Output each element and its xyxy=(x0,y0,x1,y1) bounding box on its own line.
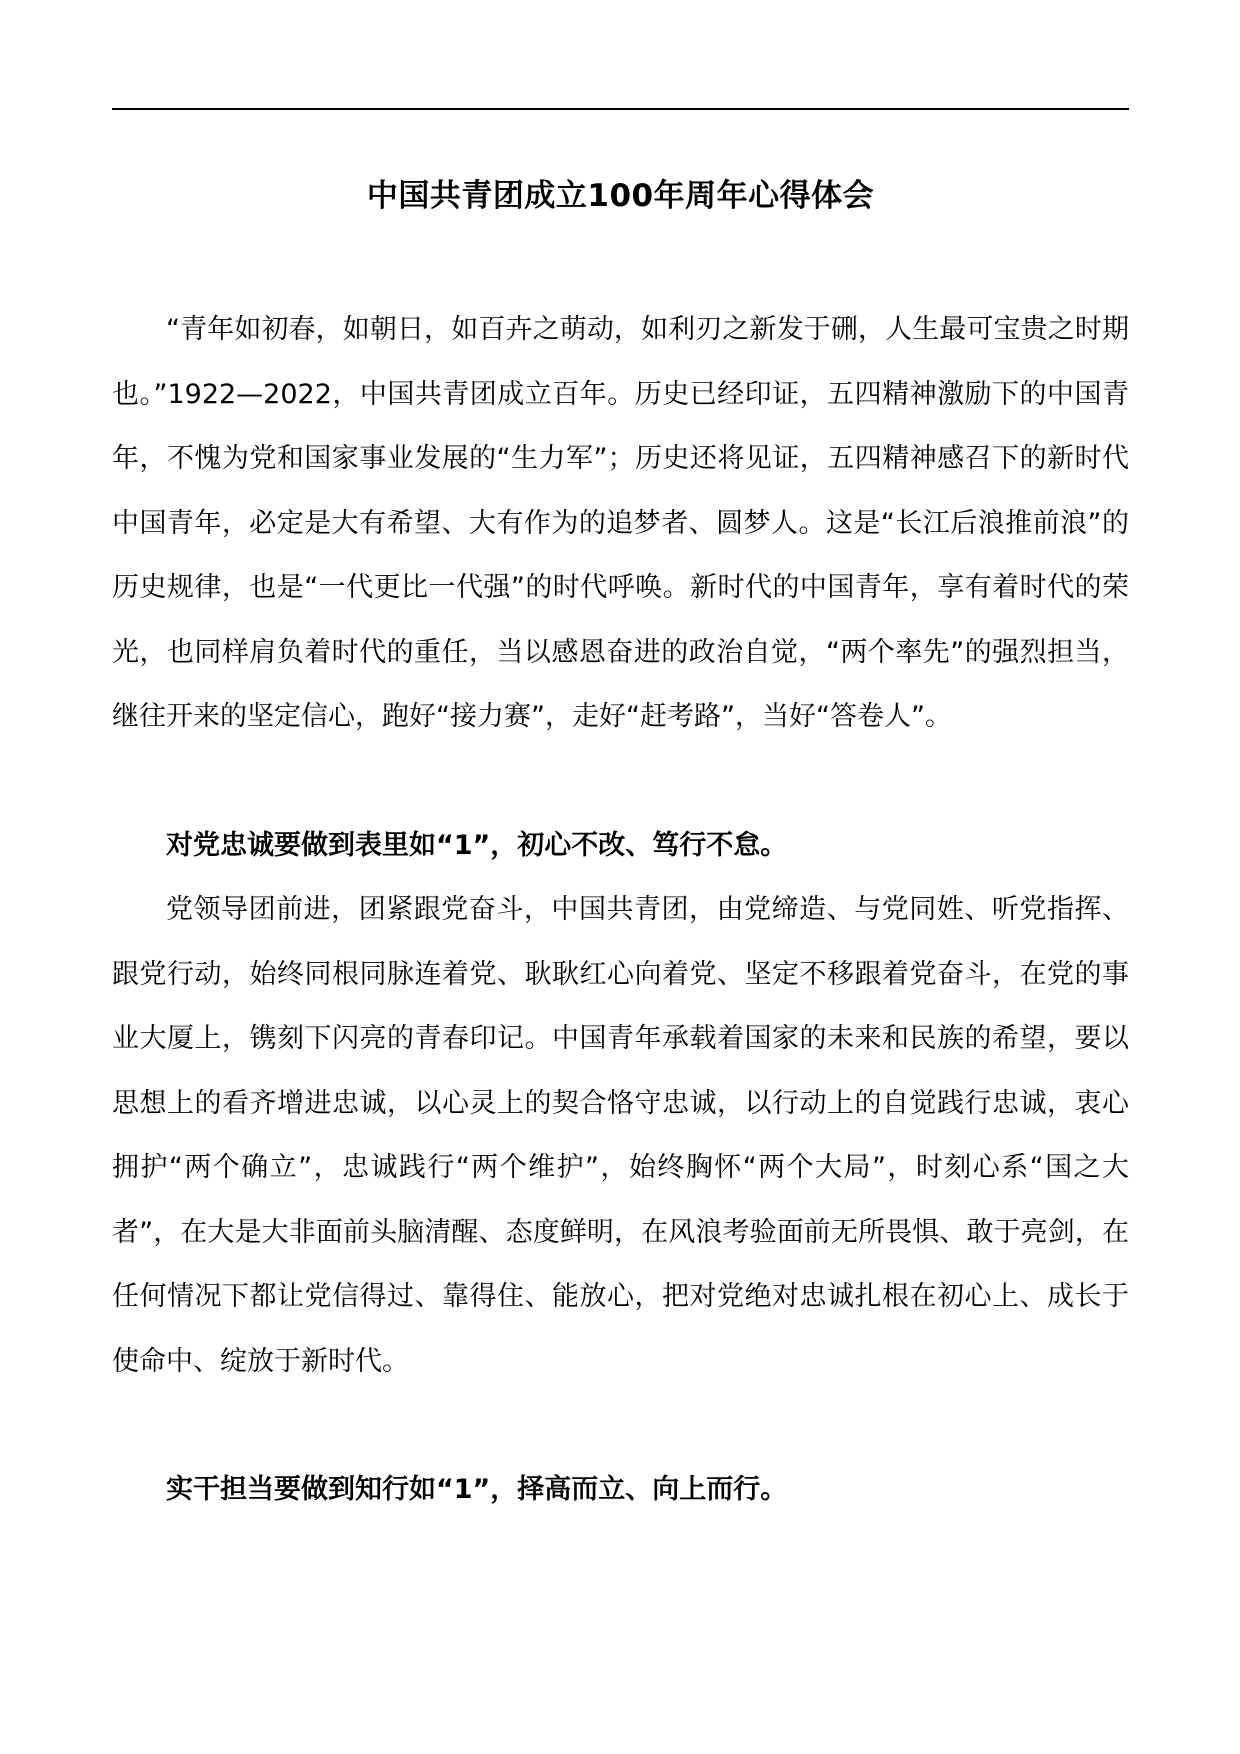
header-rule xyxy=(112,108,1129,110)
document-body xyxy=(112,298,1129,1523)
section-spacer xyxy=(112,750,1129,814)
document-title: 中国共青团成立100年周年心得体会 xyxy=(366,178,875,214)
section-spacer xyxy=(112,1394,1129,1458)
intro-paragraph: “青年如初春，如朝日，如百卉之萌动，如利刃之新发于硎，人生最可宝贵之时期也。”1922—2022，中国共青团成立百年。历史已经印证，五四精神激励下的中国青年，不愧为党和国家事业发展的“生力军”；历史还将见证，五四精神感召下的新时代中国青年，必定是大有希望、大有作为的追梦者、圆梦人。这是“长江后浪推前浪”的历史规律，也是“一代更比一代强”的时代呼唤。新时代的中国青年，享有着时代的荣光，也同样肩负着时代的重任，当以感恩奋进的政治自觉，“两个率先”的强烈担当，继往开来的坚定信心，跑好“接力赛”，走好“赶考路”，当好“答卷人”。 xyxy=(112,314,1129,732)
section-heading: 实干担当要做到知行如“1”，择高而立、向上而行。 xyxy=(166,1474,788,1505)
section-paragraph: 党领导团前进，团紧跟党奋斗，中国共青团，由党缔造、与党同姓、听党指挥、跟党行动，始终同根同脉连着党、耿耿红心向着党、坚定不移跟着党奋斗，在党的事业大厦上，镌刻下闪亮的青春印记。中国青年承载着国家的未来和民族的希望，要以思想上的看齐增进忠诚，以心灵上的契合恪守忠诚，以行动上的自觉践行忠诚，衷心拥护“两个确立”，忠诚践行“两个维护”，始终胸怀“两个大局”，时刻心系“国之大者”，在大是大非面前头脑清醒、态度鲜明，在风浪考验面前无所畏惧、敢于亮剑，在任何情况下都让党信得过、靠得住、能放心，把对党绝对忠诚扎根在初心上、成长于使命中、绽放于新时代。 xyxy=(112,894,1129,1377)
section-heading: 对党忠诚要做到表里如“1”，初心不改、笃行不怠。 xyxy=(166,829,788,861)
